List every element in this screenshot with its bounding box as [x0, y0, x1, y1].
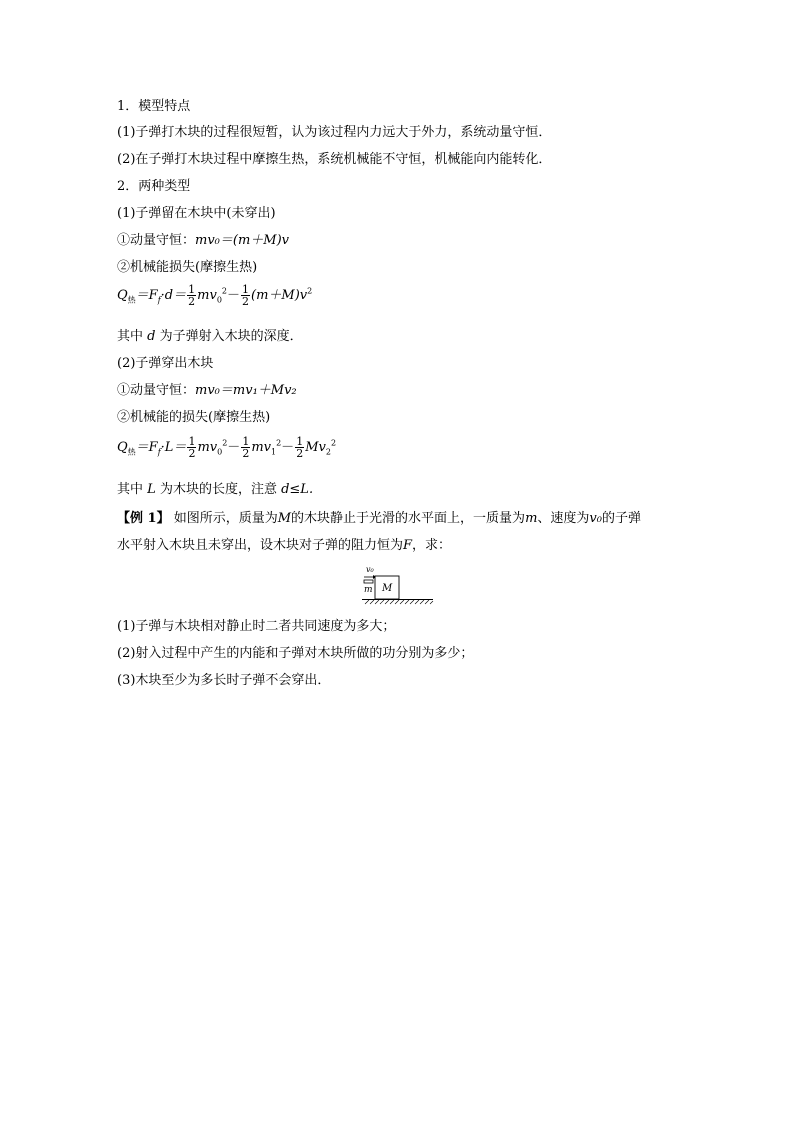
fraction-half: $\frac{1}{2}$ — [188, 435, 196, 460]
ground-hatching — [365, 600, 433, 604]
heading-model-features: 1．模型特点 — [117, 99, 191, 114]
fraction-half: $\frac{1}{2}$ — [296, 435, 304, 460]
type-1-depth-note: 其中 d 为子弹射入木块的深度． — [117, 329, 303, 344]
fraction-half: $\frac{1}{2}$ — [188, 283, 196, 308]
question-1: (1)子弹与木块相对静止时二者共同速度为多大； — [117, 619, 396, 634]
type-2-energy-loss: ②机械能的损失(摩擦生热) — [117, 410, 271, 425]
velocity-label: v₀ — [366, 565, 374, 574]
example-line-2: 水平射入木块且未穿出，设木块对子弹的阻力恒为F，求： — [117, 538, 452, 553]
paragraph-2: (2)在子弹打木块过程中摩擦生热，系统机械能不守恒，机械能向内能转化． — [117, 152, 552, 167]
block-label: M — [382, 583, 393, 594]
bullet-shape — [364, 580, 373, 583]
type-1-heat-equation: $Q_热=F_f\cdot d=$ $\frac{1}{2}$ $mv_0^2-$ $\frac{1}{2}$ $(m+M)v^2$ — [117, 283, 313, 308]
bullet-label: m — [364, 585, 373, 595]
example-tag: 【例 1】 — [117, 511, 170, 526]
question-2: (2)射入过程中产生的内能和子弹对木块所做的功分别为多少； — [117, 646, 474, 661]
type-2-momentum: ①动量守恒：mv₀＝mv₁＋Mv₂ — [117, 383, 297, 398]
bullet-block-diagram — [361, 562, 437, 608]
type-2-heat-equation: $Q_热=F_f\cdot L=$ $\frac{1}{2}$ $mv_0^2-$ $\frac{1}{2}$ $mv_1^2-$ $\frac{1}{2}$ $Mv_2^2$ — [117, 435, 337, 460]
fraction-half: $\frac{1}{2}$ — [242, 283, 250, 308]
type-1-title: (1)子弹留在木块中(未穿出) — [117, 206, 276, 221]
example-line-1: 【例 1】 如图所示，质量为M的木块静止于光滑的水平面上，一质量为m、速度为v₀的子弹 — [117, 511, 641, 526]
heading-two-types: 2．两种类型 — [117, 179, 191, 194]
fraction-half: $\frac{1}{2}$ — [242, 435, 250, 460]
momentum-equation: mv₀＝(m＋M)v — [195, 233, 290, 248]
type-2-title: (2)子弹穿出木块 — [117, 356, 214, 371]
question-3: (3)木块至少为多长时子弹不会穿出． — [117, 673, 331, 688]
type-1-energy-loss: ②机械能损失(摩擦生热) — [117, 260, 258, 275]
type-2-length-note: 其中 L 为木块的长度，注意 d≤L. — [117, 482, 314, 497]
paragraph-1: (1)子弹打木块的过程很短暂，认为该过程内力远大于外力，系统动量守恒． — [117, 125, 552, 140]
momentum-label: ①动量守恒： — [117, 233, 196, 248]
type-1-momentum — [117, 232, 289, 250]
